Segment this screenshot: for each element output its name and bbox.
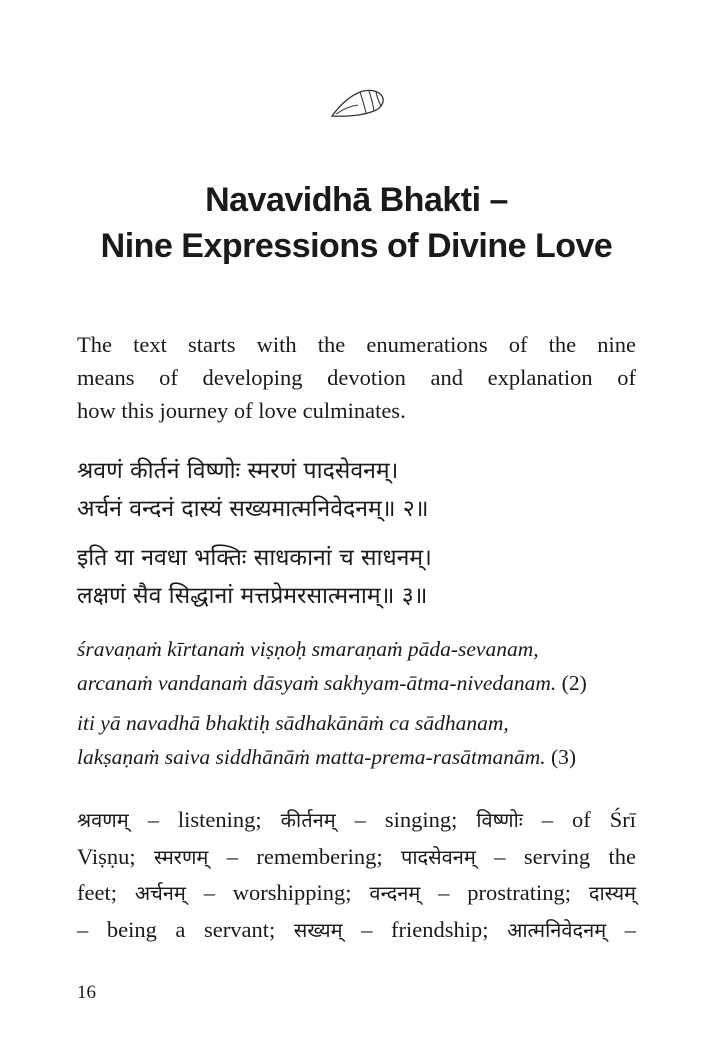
word-meaning: – serving the [475, 843, 637, 869]
sanskrit-word: वन्दनम् [369, 881, 421, 905]
gloss-line [77, 839, 636, 876]
verse-line: श्रवणं कीर्तनं विष्णोः स्मरणं पादसेवनम्। [77, 458, 399, 484]
word-meaning: Viṣṇu; [77, 843, 155, 869]
transliteration-line [77, 740, 576, 774]
word-meaning: – friendship; [342, 916, 508, 942]
sanskrit-word: अर्चनम् [134, 881, 186, 905]
transliteration-verse-2 [77, 632, 587, 700]
word-meaning: – listening; [128, 807, 281, 832]
page-number: 16 [77, 982, 96, 1003]
sanskrit-word: विष्णोः [476, 808, 523, 832]
transliteration-text: arcanaṁ vandanaṁ dāsyaṁ sakhyam-ātma-nivedanam. [77, 671, 557, 695]
sanskrit-word: सख्यम् [293, 917, 343, 942]
word-meaning: – of Śrī [522, 807, 636, 832]
sanskrit-verse-2 [77, 452, 429, 528]
sanskrit-word: आत्मनिवेदनम् [507, 917, 607, 942]
word-meaning: – worshipping; [185, 880, 370, 905]
verse-number: (2) [561, 671, 587, 695]
gloss-line [77, 875, 636, 912]
transliteration-verse-3 [77, 706, 576, 774]
word-meaning: – being a servant; [77, 916, 294, 942]
gloss-line [77, 912, 636, 949]
intro-line: how this journey of love culminates. [77, 398, 406, 423]
intro-paragraph [77, 328, 636, 427]
word-meaning: feet; [77, 880, 135, 905]
verse-line: इति या नवधा भक्तिः साधकानां च साधनम्। [77, 545, 432, 571]
transliteration-text: lakṣaṇaṁ saiva siddhānāṁ matta-prema-rasātmanām. [77, 745, 546, 769]
sanskrit-word: पादसेवनम् [401, 844, 476, 869]
intro-line: The text starts with the enumerations of the nine [77, 332, 636, 357]
sanskrit-verse-3 [77, 539, 432, 615]
transliteration-line: śravaṇaṁ kīrtanaṁ viṣṇoḥ smaraṇaṁ pāda-sevanam, [77, 637, 539, 661]
intro-line: means of developing devotion and explanation of [77, 365, 636, 390]
sanskrit-word: श्रवणम् [77, 808, 129, 832]
chapter-title-line1: Navavidhā Bhakti – [205, 181, 508, 219]
verse-line: अर्चनं वन्दनं दास्यं सख्यमात्मनिवेदनम्॥ २॥ [77, 496, 429, 522]
conch-shell-icon [328, 86, 386, 122]
sanskrit-word: स्मरणम् [154, 844, 209, 869]
word-meanings [77, 802, 636, 948]
word-meaning: – [606, 916, 637, 942]
sanskrit-word: दास्यम् [588, 881, 636, 905]
chapter-title-line2: Nine Expressions of Divine Love [100, 227, 613, 265]
word-meaning: – singing; [335, 807, 477, 832]
word-meaning: – prostrating; [420, 880, 589, 905]
word-meaning: – remembering; [208, 843, 401, 869]
transliteration-line: iti yā navadhā bhaktiḥ sādhakānāṁ ca sādhanam, [77, 711, 509, 735]
verse-number: (3) [550, 745, 577, 769]
transliteration-line [77, 666, 587, 700]
verse-line: लक्षणं सैव सिद्धानां मत्तप्रेमरसात्मनाम्॥ ३॥ [77, 583, 428, 609]
gloss-line [77, 802, 636, 839]
sanskrit-word: कीर्तनम् [280, 808, 336, 832]
